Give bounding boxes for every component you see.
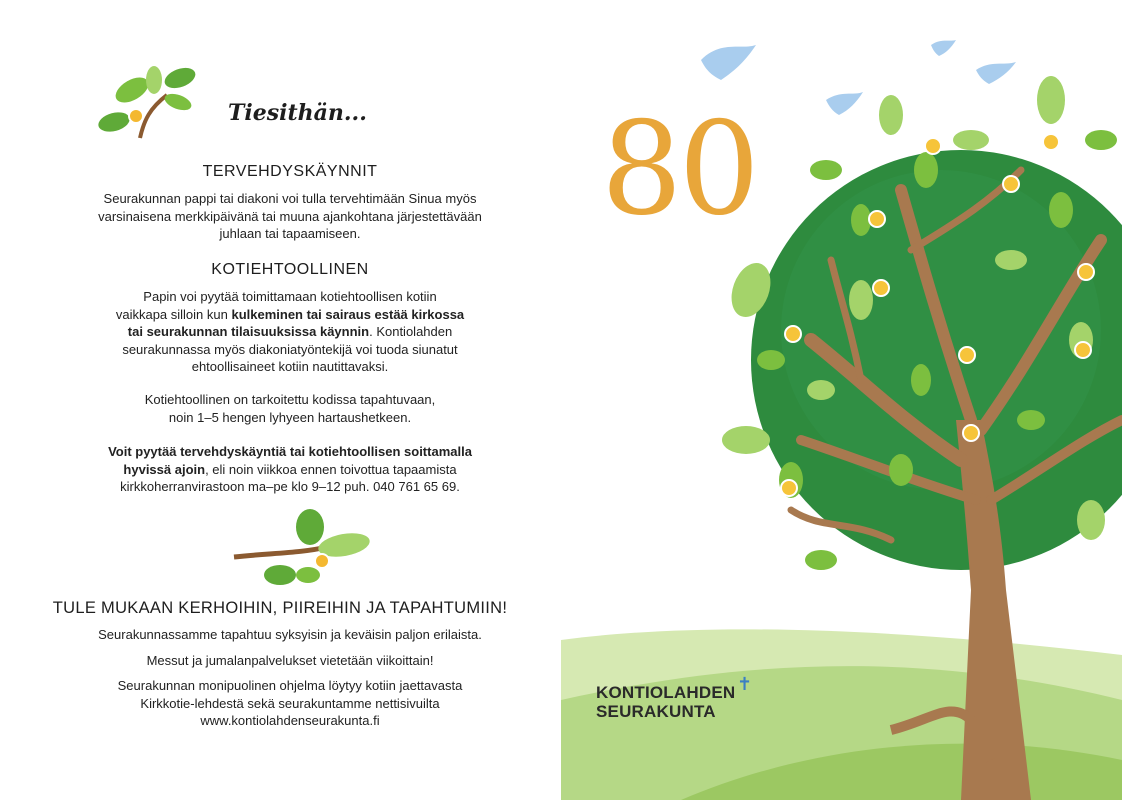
communion-line [60,306,520,324]
text-run: vaikkapa silloin kun [115,306,232,322]
section-title-communion: KOTIEHTOOLLINEN [211,261,369,278]
communion-line: kirkkoherranvirastoon ma–pe klo 9–12 puh. 040 761 65 69. [120,479,460,494]
join-line-2: Messut ja jumalanpalvelukset vietetään viikoittain! [146,653,434,668]
join-line: Seurakunnan monipuolinen ohjelma löytyy kotiin jaettavasta [117,678,463,693]
communion-line [60,323,520,341]
join-paragraph [60,677,520,730]
website-url: www.kontiolahdenseurakunta.fi [200,713,380,728]
communion-paragraph-2 [60,391,520,426]
communion-line: noin 1–5 hengen lyhyeen hartaushetkeen. [168,409,412,425]
logo-line-1: KONTIOLAHDEN [596,683,736,702]
right-page [561,0,1122,800]
communion-line: ehtoollisaineet kotiin nautittavaksi. [191,359,389,374]
anniversary-number: 80 [601,95,756,244]
visits-line: Seurakunnan pappi tai diakoni voi tulla tervehtimään Sinua myös [103,191,477,206]
text-run: . Kontiolahden [369,324,453,339]
logo-line-2: SEURAKUNTA [596,702,716,721]
communion-paragraph-1 [60,288,520,376]
communion-paragraph-3 [60,443,520,496]
leaf-sprig-top-illustration [92,60,202,150]
join-line-1: Seurakunnassamme tapahtuu syksyisin ja keväisin paljon erilaista. [98,627,482,642]
communion-line [60,461,520,479]
visits-line: varsinaisena merkkipäivänä tai muuna ajankohtana järjestettävään [98,208,482,224]
heading-tiesithan: Tiesithän... [228,100,367,126]
section-title-visits: TERVEHDYSKÄYNNIT [202,163,378,180]
communion-line: Papin voi pyytää toimittamaan kotiehtoollisen kotiin [143,289,437,304]
text-run: , eli noin viikkoa ennen toivottua tapaamista [205,461,457,477]
bold-text: Voit pyytää tervehdyskäyntiä tai kotiehtoollisen soittamalla [108,444,472,459]
bold-text: kulkeminen tai sairaus estää kirkossa [231,306,465,322]
parish-logo [596,683,756,721]
leaf-sprig-middle-illustration [232,505,377,595]
cross-icon: ✝ [737,674,753,694]
visits-line: juhlaan tai tapaamiseen. [219,226,361,241]
communion-line: seurakunnassa myös diakoniatyöntekijä voi tuoda siunatut [122,341,458,357]
bold-text: tai seurakunnan tilaisuuksissa käynnin [127,324,370,339]
visits-paragraph [60,190,520,243]
bold-text: hyvissä ajoin [123,461,206,477]
join-line: Kirkkotie-lehdestä sekä seurakuntamme nettisivuilta [140,695,440,711]
section-title-join: TULE MUKAAN KERHOIHIN, PIIREIHIN JA TAPAHTUMIIN! [52,599,508,617]
communion-line [60,443,520,461]
communion-line: Kotiehtoollinen on tarkoitettu kodissa tapahtuvaan, [144,392,436,407]
